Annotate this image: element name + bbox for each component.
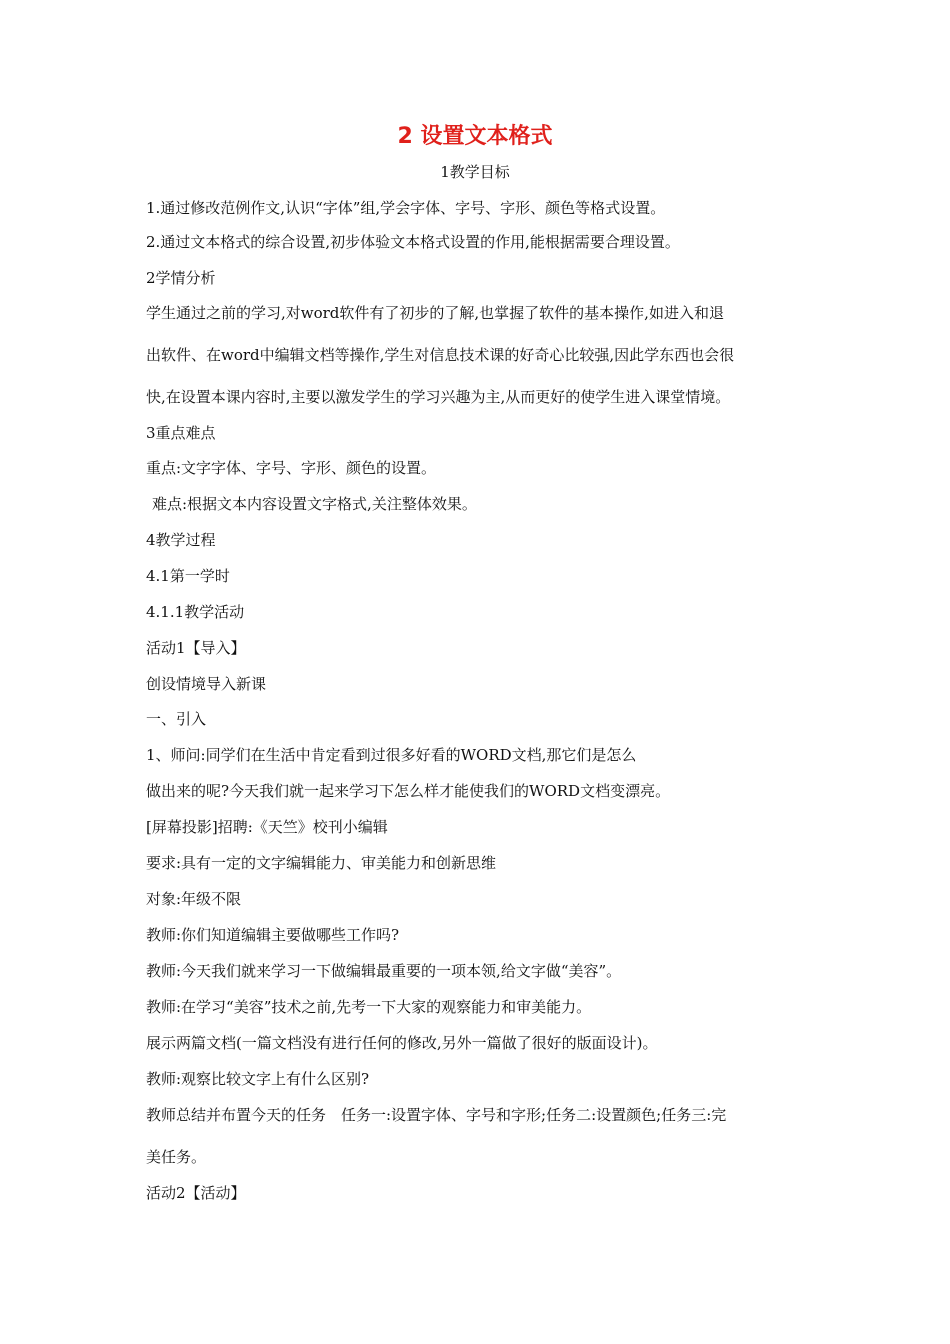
paragraph-line: 要求:具有一定的文字编辑能力、审美能力和创新思维 [146, 854, 497, 872]
paragraph-line: [屏幕投影]招聘:《天竺》校刊小编辑 [146, 818, 388, 836]
section-heading: 2学情分析 [146, 269, 216, 287]
paragraph-line: 美任务。 [146, 1148, 207, 1166]
activity-heading: 活动2【活动】 [146, 1184, 246, 1202]
section-heading: 4.1第一学时 [146, 567, 230, 585]
paragraph-line: 做出来的呢?今天我们就一起来学习下怎么样才能使我们的WORD文档变漂亮。 [146, 782, 671, 800]
activity-heading: 活动1【导入】 [146, 639, 246, 657]
paragraph-line: 教师:观察比较文字上有什么区别? [146, 1070, 370, 1088]
section-heading: 4.1.1教学活动 [146, 603, 245, 621]
paragraph-line: 展示两篇文档(一篇文档没有进行任何的修改,另外一篇做了很好的版面设计)。 [146, 1034, 658, 1052]
paragraph-line: 对象:年级不限 [146, 890, 242, 908]
paragraph-line: 1.通过修改范例作文,认识“字体”组,学会字体、字号、字形、颜色等格式设置。 [146, 199, 666, 217]
paragraph-line: 难点:根据文本内容设置文字格式,关注整体效果。 [152, 495, 477, 513]
paragraph-line: 重点:文字字体、字号、字形、颜色的设置。 [146, 459, 437, 477]
section-heading-objectives: 1教学目标 [440, 163, 510, 181]
section-heading: 3重点难点 [146, 424, 216, 442]
paragraph-line: 学生通过之前的学习,对word软件有了初步的了解,也掌握了软件的基本操作,如进入和退 [146, 304, 724, 322]
paragraph-line: 创设情境导入新课 [146, 675, 267, 693]
paragraph-line: 出软件、在word中编辑文档等操作,学生对信息技术课的好奇心比较强,因此学东西也会很 [146, 346, 735, 364]
paragraph-line: 1、师问:同学们在生活中肯定看到过很多好看的WORD文档,那它们是怎么 [146, 746, 637, 764]
section-heading: 4教学过程 [146, 531, 216, 549]
paragraph-line: 教师:今天我们就来学习一下做编辑最重要的一项本领,给文字做“美容”。 [146, 962, 622, 980]
paragraph-line: 教师总结并布置今天的任务 任务一:设置字体、字号和字形;任务二:设置颜色;任务三:完 [146, 1106, 727, 1124]
paragraph-line: 一、引入 [146, 710, 207, 728]
paragraph-line: 教师:在学习“美容”技术之前,先考一下大家的观察能力和审美能力。 [146, 998, 592, 1016]
document-title: 2 设置文本格式 [397, 124, 553, 149]
paragraph-line: 教师:你们知道编辑主要做哪些工作吗? [146, 926, 400, 944]
paragraph-line: 快,在设置本课内容时,主要以激发学生的学习兴趣为主,从而更好的使学生进入课堂情境。 [146, 388, 731, 406]
paragraph-line: 2.通过文本格式的综合设置,初步体验文本格式设置的作用,能根据需要合理设置。 [146, 233, 680, 251]
